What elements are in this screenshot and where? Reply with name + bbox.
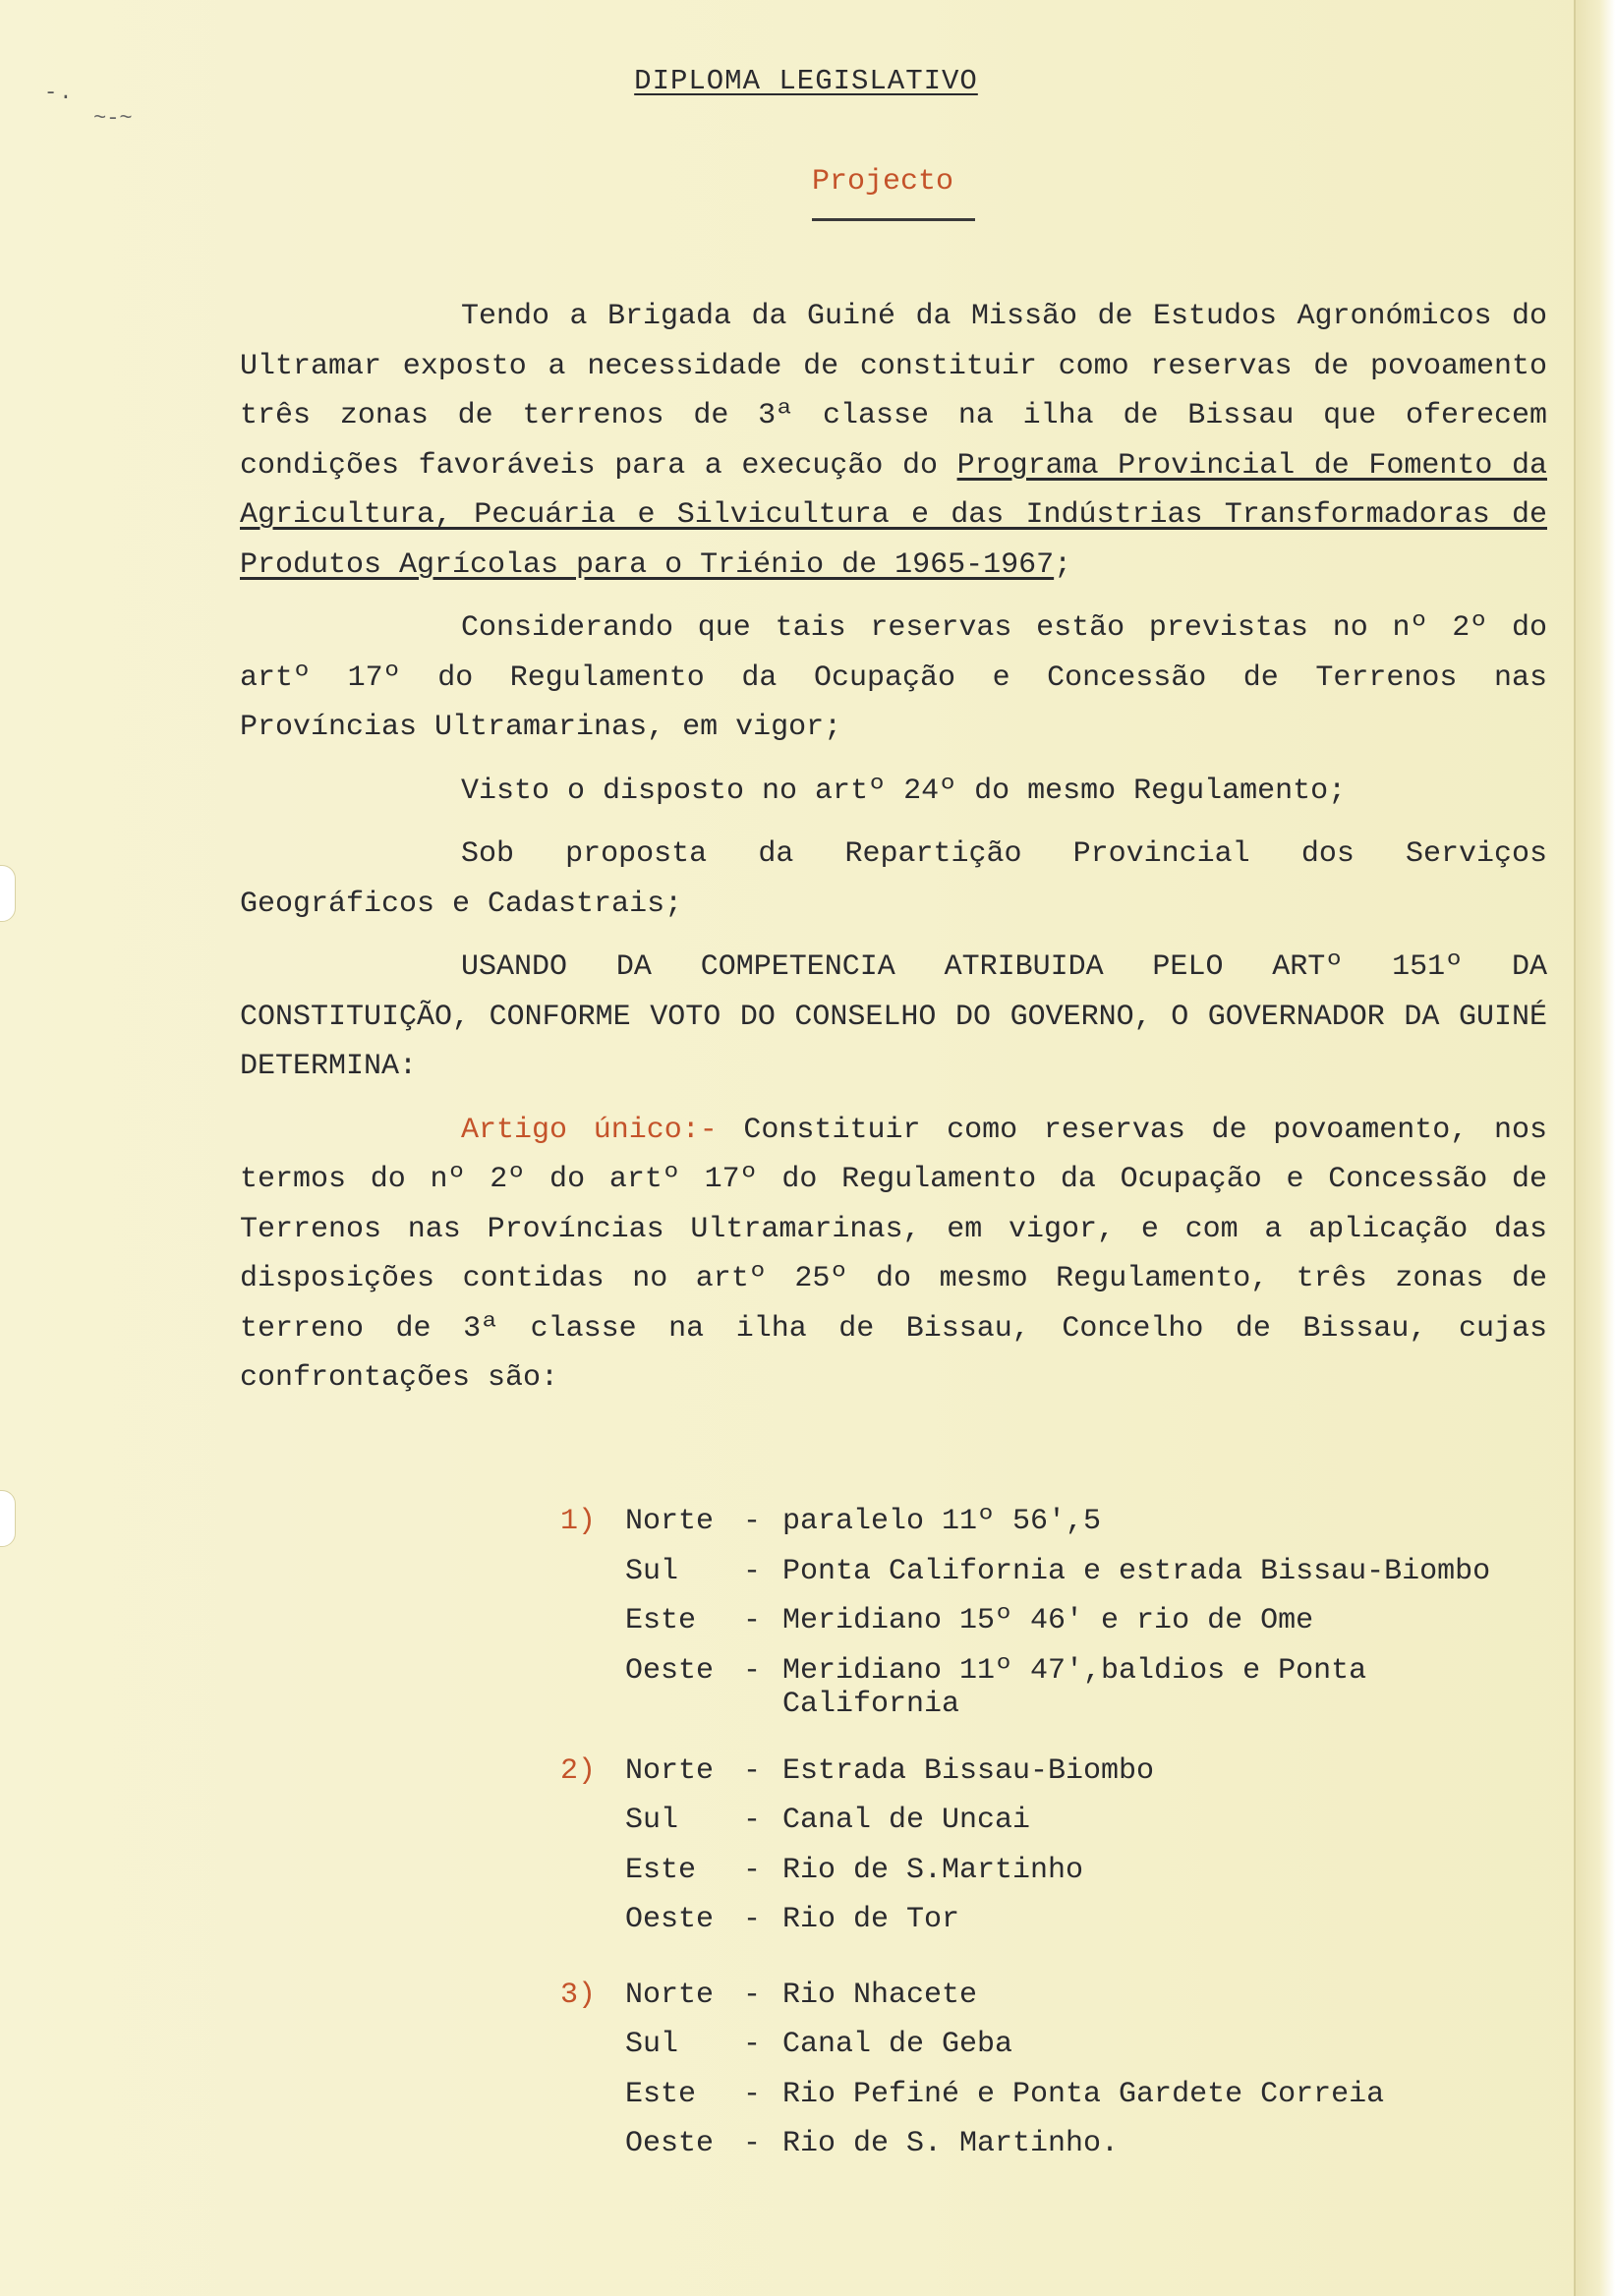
zone-row [560,1895,1588,1945]
zone-dash: - [743,2028,762,2061]
zone-direction: Este [625,1853,697,1887]
body-text [240,292,1547,1404]
zone-direction: Sul [625,1804,679,1837]
zone-direction: Este [625,1604,697,1637]
zone-row [560,2119,1588,2169]
zone-direction: Sul [625,2028,679,2061]
zone-row [560,1547,1588,1597]
zone-description: Rio Nhacete [782,1978,978,2012]
zone-dash: - [743,1653,762,1688]
paragraph-proposta: Sob proposta da Repartição Provincial dos Serviços Geográficos e Cadastrais; [240,837,1547,921]
zone-dash: - [743,1604,762,1637]
zone-dash: - [743,1903,762,1936]
zone-description: Canal de Uncai [782,1804,1031,1837]
zone-description: Ponta California e estrada Bissau-Biombo [782,1554,1491,1588]
zone-dash: - [743,2077,762,2111]
zone-row [560,1747,1588,1797]
stray-mark: -. [44,81,75,105]
zone-boundaries [560,1497,1588,2195]
zone-description: Meridiano 15º 46' e rio de Ome [782,1604,1314,1637]
document-title: DIPLOMA LEGISLATIVO [634,65,978,97]
zone-group [560,1497,1588,1721]
paragraph-visto: Visto o disposto no artº 24º do mesmo Regulamento; [461,774,1347,808]
zone-row [560,1971,1588,2021]
punch-hole [0,865,16,922]
zone-description: Rio de Tor [782,1903,960,1936]
zone-row [560,1846,1588,1896]
programme-title: Programa Provincial de Fomento da Agricultura, Pecuária e Silvicultura e das Indústrias Transformadoras de Produtos Agrícolas para o Triénio de 1965-1967 [240,448,1547,582]
document-subtitle: Projecto [812,165,954,199]
stray-mark: ~-~ [93,106,133,131]
zone-row [560,1646,1588,1721]
zone-description: paralelo 11º 56',5 [782,1505,1102,1538]
paragraph-determina: USANDO DA COMPETENCIA ATRIBUIDA PELO ARTº 151º DA CONSTITUIÇÃO, CONFORME VOTO DO CONSELHO DO GOVERNO, O GOVERNADOR DA GUINÉ DETERMINA: [240,950,1547,1083]
zone-direction: Oeste [625,1653,715,1688]
zone-dash: - [743,1978,762,2012]
paragraph-preamble [240,292,1547,590]
zone-dash: - [743,1505,762,1538]
zone-description: Rio de S.Martinho [782,1853,1084,1887]
paragraph-artigo [240,1106,1547,1404]
zone-direction: Sul [625,1554,679,1588]
zone-description: Estrada Bissau-Biombo [782,1753,1155,1788]
zone-row [560,1497,1588,1547]
zone-dash: - [743,1853,762,1887]
zone-number: 1) [560,1505,597,1538]
preamble-tail: ; [1054,547,1072,582]
zone-row [560,1796,1588,1846]
zone-description: Canal de Geba [782,2028,1013,2061]
zone-number: 2) [560,1753,597,1788]
zone-dash: - [743,2127,762,2160]
zone-row [560,1596,1588,1646]
zone-direction: Norte [625,1505,715,1538]
artigo-label: Artigo único:- [461,1113,718,1147]
zone-direction: Oeste [625,1903,715,1936]
zone-dash: - [743,1753,762,1788]
zone-direction: Norte [625,1753,715,1788]
zone-direction: Norte [625,1978,715,2012]
subtitle-rule [812,218,975,221]
zone-description: Rio Pefiné e Ponta Gardete Correia [782,2077,1385,2111]
zone-description: Meridiano 11º 47',baldios e Ponta California [782,1653,1367,1721]
zone-row [560,2020,1588,2070]
zone-number: 3) [560,1978,597,2012]
zone-description: Rio de S. Martinho. [782,2127,1120,2160]
zone-dash: - [743,1804,762,1837]
artigo-body: Constituir como reservas de povoamento, nos termos do nº 2º do artº 17º do Regulamento da Ocupação e Concessão de Terrenos nas Províncias Ultramarinas, em vigor, e com a aplicação das disposições contidas no artº 25º do mesmo Regulamento, três zonas de terreno de 3ª classe na ilha de Bissau, Concelho de Bissau, cujas confrontações são: [240,1113,1547,1395]
zone-group [560,1747,1588,1945]
paragraph-considerando: Considerando que tais reservas estão previstas no nº 2º do artº 17º do Regulamento da Ocupação e Concessão de Terrenos nas Províncias Ultramarinas, em vigor; [240,611,1547,744]
zone-group [560,1971,1588,2169]
zone-direction: Este [625,2077,697,2111]
zone-dash: - [743,1554,762,1588]
preamble-text: Tendo a Brigada da Guiné da Missão de Estudos Agronómicos do Ultramar exposto a necessidade de constituir como reservas de povoamento três zonas de terrenos de 3ª classe na ilha de Bissau que oferecem condições favoráveis para a execução do [240,300,1547,483]
punch-hole [0,1490,16,1547]
zone-row [560,2070,1588,2120]
zone-direction: Oeste [625,2127,715,2160]
